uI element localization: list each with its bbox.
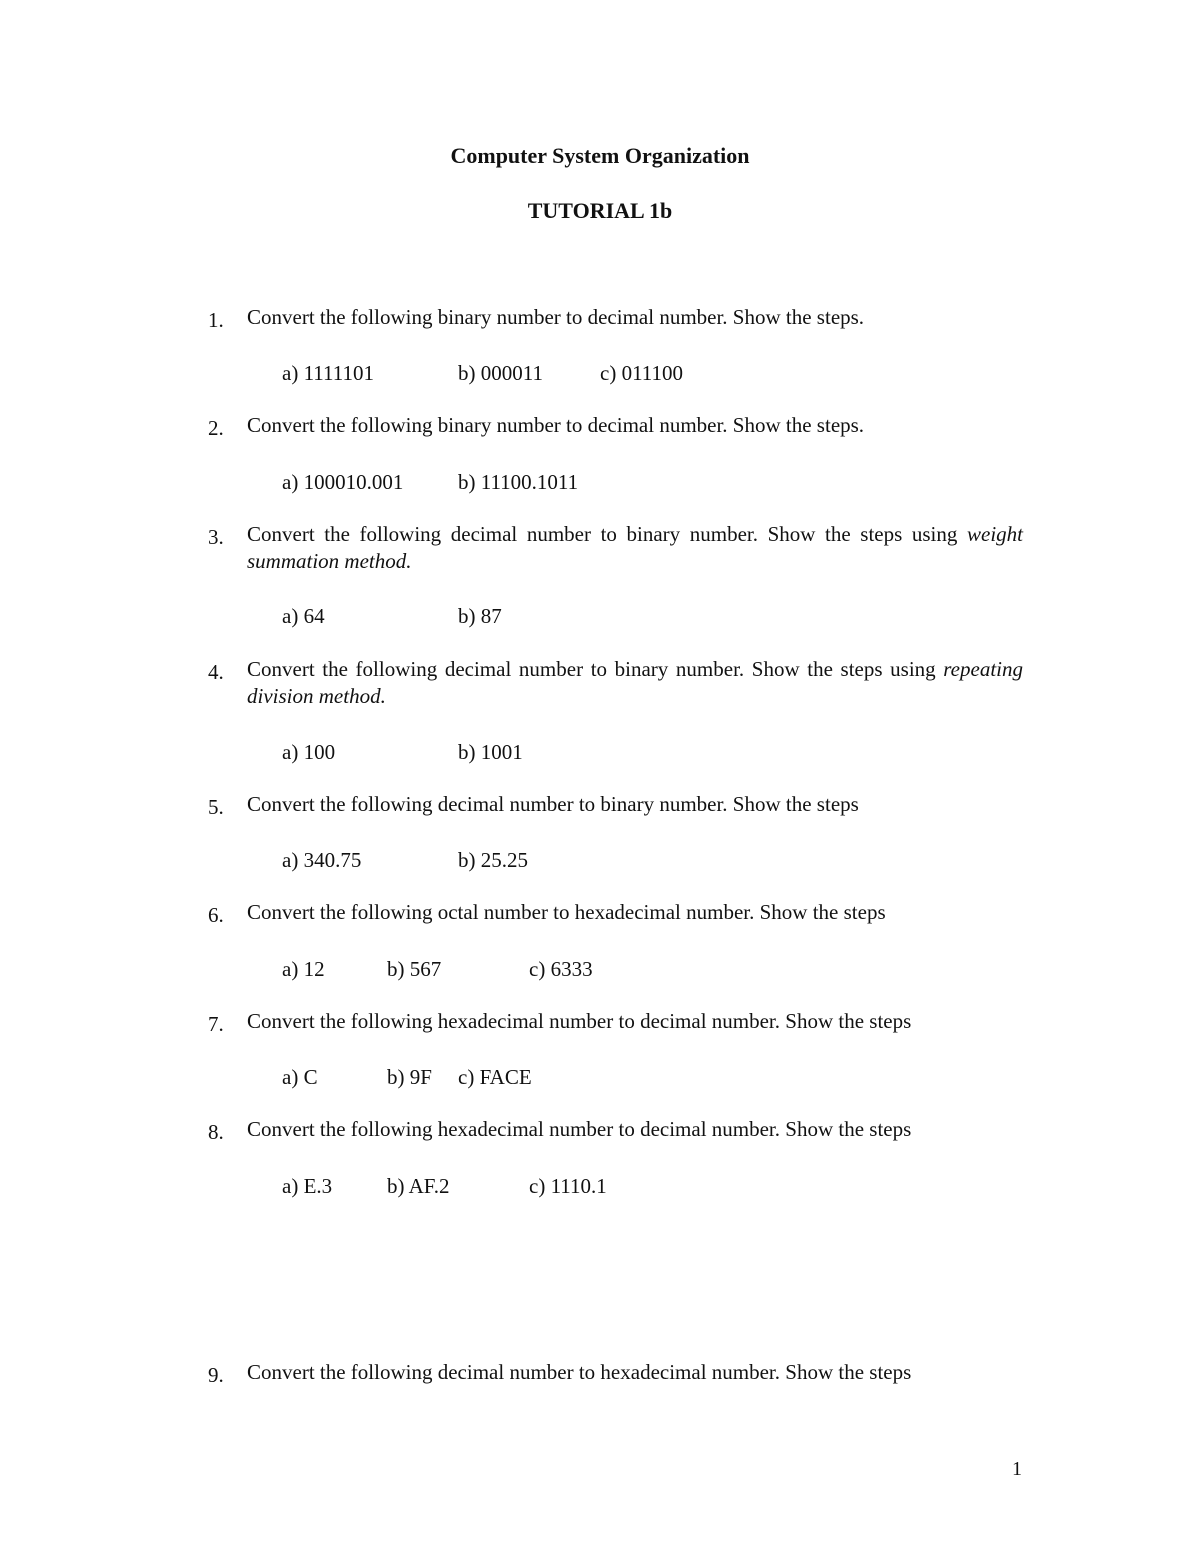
question-4-method: repeating division method. bbox=[247, 657, 1023, 708]
question-4-text bbox=[247, 656, 1023, 710]
question-2-number: 2. bbox=[208, 416, 224, 440]
question-6-text: Convert the following octal number to hexadecimal number. Show the steps bbox=[247, 900, 886, 924]
document-subtitle: TUTORIAL 1b bbox=[527, 198, 673, 223]
question-4-number: 4. bbox=[208, 660, 224, 684]
document-title: Computer System Organization bbox=[450, 143, 750, 168]
question-3-method: weight summation method. bbox=[247, 522, 1023, 573]
question-2-text: Convert the following binary number to decimal number. Show the steps. bbox=[247, 413, 865, 437]
question-6-option-c: c) 6333 bbox=[529, 957, 593, 981]
question-1-option-b: b) 000011 bbox=[458, 361, 543, 385]
question-5-option-a: a) 340.75 bbox=[282, 848, 362, 872]
question-6-number: 6. bbox=[208, 903, 224, 927]
page-number: 1 bbox=[1012, 1458, 1022, 1480]
question-4-option-a: a) 100 bbox=[282, 740, 336, 764]
question-1-option-c: c) 011100 bbox=[600, 361, 684, 385]
question-8-option-c: c) 1110.1 bbox=[529, 1174, 607, 1198]
question-4-text-main: Convert the following decimal number to binary number. Show the steps using bbox=[247, 657, 936, 681]
question-7-option-a: a) C bbox=[282, 1065, 318, 1089]
question-1-number: 1. bbox=[208, 308, 224, 332]
question-8-option-a: a) E.3 bbox=[282, 1174, 333, 1198]
question-9-text: Convert the following decimal number to hexadecimal number. Show the steps bbox=[247, 1360, 912, 1384]
question-7-option-c: c) FACE bbox=[458, 1065, 532, 1089]
question-6-option-a: a) 12 bbox=[282, 957, 325, 981]
question-2-option-a: a) 100010.001 bbox=[282, 470, 404, 494]
question-9-number: 9. bbox=[208, 1363, 224, 1387]
question-3-option-a: a) 64 bbox=[282, 604, 325, 628]
question-7-number: 7. bbox=[208, 1012, 224, 1036]
question-1-text: Convert the following binary number to decimal number. Show the steps. bbox=[247, 305, 865, 329]
question-3-option-b: b) 87 bbox=[458, 604, 502, 628]
question-3-text bbox=[247, 521, 1023, 575]
question-3-number: 3. bbox=[208, 525, 224, 549]
question-5-option-b: b) 25.25 bbox=[458, 848, 528, 872]
question-6-option-b: b) 567 bbox=[387, 957, 442, 981]
question-2-option-b: b) 11100.1011 bbox=[458, 470, 579, 494]
question-5-number: 5. bbox=[208, 795, 224, 819]
question-4-option-b: b) 1001 bbox=[458, 740, 523, 764]
question-7-option-b: b) 9F bbox=[387, 1065, 432, 1089]
question-5-text: Convert the following decimal number to binary number. Show the steps bbox=[247, 792, 859, 816]
question-8-option-b: b) AF.2 bbox=[387, 1174, 450, 1198]
question-8-text: Convert the following hexadecimal number to decimal number. Show the steps bbox=[247, 1117, 912, 1141]
question-8-number: 8. bbox=[208, 1120, 224, 1144]
question-7-text: Convert the following hexadecimal number to decimal number. Show the steps bbox=[247, 1009, 912, 1033]
question-3-text-main: Convert the following decimal number to binary number. Show the steps using bbox=[247, 522, 958, 546]
question-1-option-a: a) 1111101 bbox=[282, 361, 374, 385]
